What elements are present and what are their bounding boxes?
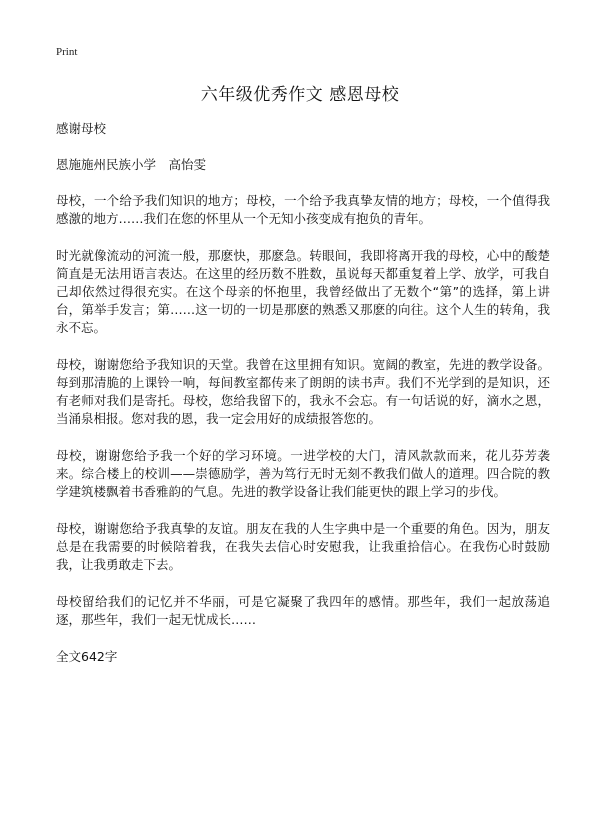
paragraph: 母校，一个给予我们知识的地方；母校，一个给予我真挚友情的地方；母校，一个值得我感激的地方……我们在您的怀里从一个无知小孩变成有抱负的青年。: [56, 193, 550, 226]
paragraph: 母校，谢谢您给予我知识的天堂。我曾在这里拥有知识。宽阔的教室，先进的教学设备。每到那清脆的上课铃一响，每间教室都传来了朗朗的读书声。我们不光学到的是知识，还有老师对我们是寄托。母校，您给我留下的，我永不会忘。有一句话说的好，滴水之恩，当涌泉相报。您对我的恩，我一定会用好的成绩报答您的。: [56, 357, 550, 426]
author-line: 恩施施州民族小学 高怡雯: [56, 157, 207, 172]
paragraph: 母校，谢谢您给予我一个好的学习环境。一进学校的大门，清风款款而来，花儿芬芳袭来。综合楼上的校训——崇德励学，善为笃行无时无刻不教我们做人的道理。四合院的教学建筑楼飘着书香雅韵的气息。先进的教学设备让我们能更快的跟上学习的步伐。: [56, 448, 550, 499]
document-title: 六年级优秀作文 感恩母校: [200, 85, 400, 105]
document-subtitle: 感谢母校: [56, 121, 107, 136]
paragraph: 时光就像流动的河流一般，那麽快，那麽急。转眼间，我即将离开我的母校，心中的酸楚简直是无法用语言表达。在这里的经历数不胜数，虽说每天都重复着上学、放学，可我自己却依然过得很充实。在这个母亲的怀抱里，我曾经做出了无数个“第”的选择，第上讲台，第举手发言；第……这一切的一切是那麽的熟悉又那麽的向往。这个人生的转角，我永不忘。: [56, 248, 550, 335]
document-body: [56, 120, 550, 685]
paragraph: 母校，谢谢您给予我真挚的友谊。朋友在我的人生字典中是一个重要的角色。因为，朋友总是在我需要的时候陪着我，在我失去信心时安慰我，让我重拾信心。在我伤心时鼓励我，让我勇敢走下去。: [56, 521, 550, 572]
word-count: 全文642字: [56, 649, 118, 664]
paragraph: 母校留给我们的记忆并不华丽，可是它凝聚了我四年的感情。那些年，我们一起放荡追逐，那些年，我们一起无忧成长……: [56, 594, 550, 627]
print-label: Print: [56, 46, 78, 58]
